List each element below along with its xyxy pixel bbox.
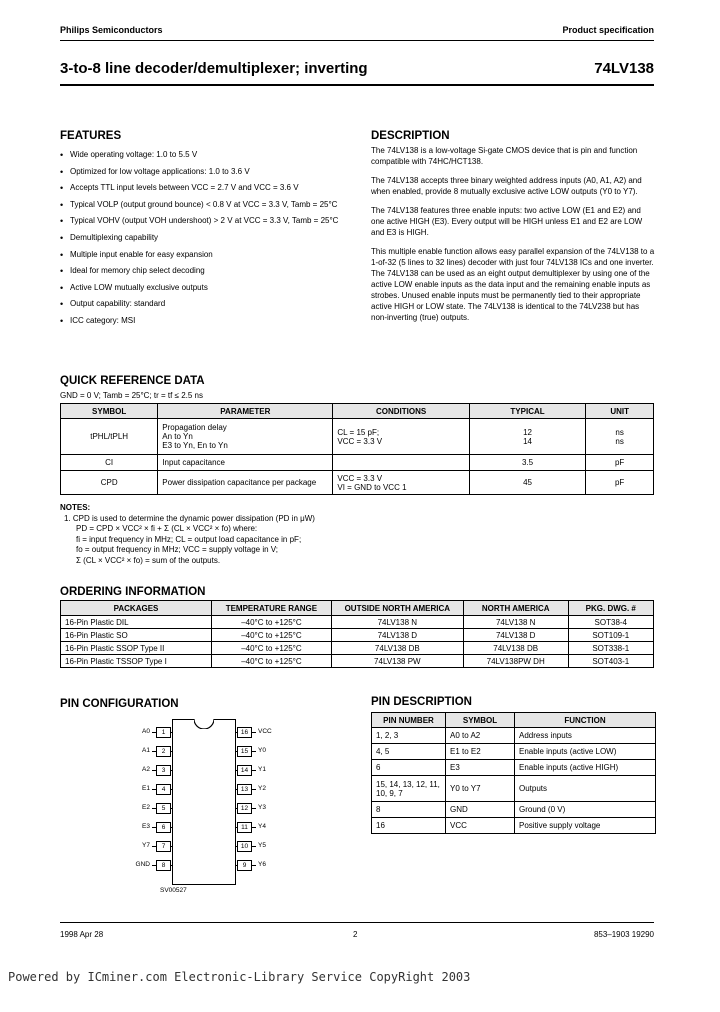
column-header: UNIT <box>586 404 654 419</box>
table-cell: SOT338-1 <box>568 642 653 655</box>
table-cell-line: ns <box>615 427 624 437</box>
pin-label: VCC <box>258 728 272 735</box>
column-header: TYPICAL <box>469 404 586 419</box>
note-line: fi = input frequency in MHz; CL = output load capacitance in pF; <box>76 534 302 544</box>
table-cell: 3.5 <box>469 455 586 471</box>
list-item: • Optimized for low voltage applications: 1.0 to 3.6 V <box>60 167 340 177</box>
table-cell: 74LV138PW DH <box>463 655 568 668</box>
table-cell: 1, 2, 3 <box>372 728 446 744</box>
table-row <box>372 802 656 818</box>
table-cell: tPHL/tPLH <box>61 419 158 455</box>
company-name: Philips Semiconductors <box>60 25 163 35</box>
ordering-heading: ORDERING INFORMATION <box>60 586 206 598</box>
page-title: 3-to-8 line decoder/demultiplexer; inverting <box>60 60 368 77</box>
table-cell: GND <box>446 802 515 818</box>
table-cell: 8 <box>372 802 446 818</box>
table-cell-line: E3 to Yn, En to Yn <box>162 441 228 450</box>
table-cell-line: An to Yn <box>162 432 193 441</box>
table-cell: 16-Pin Plastic SSOP Type II <box>61 642 212 655</box>
note-line: fo = output frequency in MHz; VCC = supply voltage in V; <box>76 545 279 554</box>
table-cell <box>586 419 654 455</box>
list-item: • Typical VOLP (output ground bounce) < 0.8 V at VCC = 3.3 V, Tamb = 25°C <box>60 200 340 210</box>
pin-number: 12 <box>237 803 252 814</box>
table-cell: VCC <box>446 818 515 834</box>
list-item: • Accepts TTL input levels between VCC = 2.7 V and VCC = 3.6 V <box>60 183 340 193</box>
table-cell: CI <box>61 455 158 471</box>
list-item: • Wide operating voltage: 1.0 to 5.5 V <box>60 150 340 160</box>
table-cell: A0 to A2 <box>446 728 515 744</box>
pin-number: 1 <box>156 727 171 738</box>
pin-number: 16 <box>237 727 252 738</box>
table-row <box>372 728 656 744</box>
pin-number: 11 <box>237 822 252 833</box>
footer-page: 2 <box>353 930 358 939</box>
pin-label: E2 <box>142 804 150 811</box>
table-cell-line: VCC = 3.3 V <box>337 436 383 446</box>
table-cell <box>333 419 469 455</box>
description-paragraph: The 74LV138 features three enable inputs: two active LOW (E1 and E2) and one active HIGH (E3). Every output will be HIGH unless E1 and E2 are LOW and E3 is HIGH. <box>371 206 643 237</box>
pin-config-diagram <box>60 715 355 895</box>
features-heading: FEATURES <box>60 130 122 142</box>
quick-ref-notes <box>60 503 315 566</box>
table-cell: 74LV138 D <box>331 629 463 642</box>
table-cell: E3 <box>446 760 515 776</box>
quick-ref-table <box>60 403 654 495</box>
table-cell-line: CL = 15 pF; <box>337 427 380 437</box>
table-cell <box>333 471 469 495</box>
table-cell: Outputs <box>515 776 656 802</box>
column-header: SYMBOL <box>61 404 158 419</box>
table-row <box>372 744 656 760</box>
doc-type: Product specification <box>562 25 654 35</box>
list-item: • Demultiplexing capability <box>60 233 340 243</box>
pin-label: Y6 <box>258 861 266 868</box>
pin-label: A0 <box>142 728 150 735</box>
ic-body <box>172 719 236 885</box>
header-rule <box>60 40 654 41</box>
footer-date: 1998 Apr 28 <box>60 930 104 939</box>
pin-label: A2 <box>142 766 150 773</box>
table-cell: CPD <box>61 471 158 495</box>
table-cell-line: 12 <box>523 427 532 437</box>
table-cell: Ground (0 V) <box>515 802 656 818</box>
column-header: PARAMETER <box>158 404 333 419</box>
pin-number: 2 <box>156 746 171 757</box>
table-cell: Enable inputs (active LOW) <box>515 744 656 760</box>
column-header: SYMBOL <box>446 713 515 728</box>
pin-label: Y4 <box>258 823 266 830</box>
description-paragraph: The 74LV138 accepts three binary weighted address inputs (A0, A1, A2) and when enabled, provide 8 mutually exclusive active LOW outputs (Y0 to Y7). <box>371 176 642 196</box>
column-header: PKG. DWG. # <box>568 601 653 616</box>
pin-config-heading: PIN CONFIGURATION <box>60 698 179 710</box>
table-cell: –40°C to +125°C <box>212 616 332 629</box>
table-cell: 16-Pin Plastic TSSOP Type I <box>61 655 212 668</box>
table-row <box>61 616 654 629</box>
description-paragraph: This multiple enable function allows easy parallel expansion of the 74LV138 to a 1-of-32 (5 lines to 32 lines) decoder with just four 74LV138 ICs and one inverter. The 74LV138 can be used as an eight output demultiplexer by using one of the active LOW enable inputs as the data input and the remaining enable inputs as strobes. Unused enable inputs must be permanently tied to their appropriate active HIGH or LOW state. The 74LV138 is identical to the 74LV238 but has non-inverting (true) outputs. <box>371 247 655 322</box>
table-cell: SOT403-1 <box>568 655 653 668</box>
pin-desc-table <box>371 712 656 834</box>
table-cell: 74LV138 PW <box>331 655 463 668</box>
column-header: FUNCTION <box>515 713 656 728</box>
pin-label: Y0 <box>258 747 266 754</box>
table-cell <box>333 455 469 471</box>
title-rule <box>60 84 654 86</box>
table-cell: 4, 5 <box>372 744 446 760</box>
table-row <box>61 419 654 455</box>
pin-number: 3 <box>156 765 171 776</box>
pin-label: Y7 <box>142 842 150 849</box>
table-cell: 16-Pin Plastic SO <box>61 629 212 642</box>
notes-heading: NOTES: <box>60 503 91 512</box>
column-header: PIN NUMBER <box>372 713 446 728</box>
list-item: • Output capability: standard <box>60 299 340 309</box>
description-heading: DESCRIPTION <box>371 130 450 142</box>
table-cell: Positive supply voltage <box>515 818 656 834</box>
table-cell-line: VCC = 3.3 V <box>337 473 383 483</box>
pin-number: 9 <box>237 860 252 871</box>
quick-ref-heading: QUICK REFERENCE DATA <box>60 375 205 387</box>
table-cell: Y0 to Y7 <box>446 776 515 802</box>
list-item: • Ideal for memory chip select decoding <box>60 266 340 276</box>
list-item: • Typical VOHV (output VOH undershoot) > 2 V at VCC = 3.3 V, Tamb = 25°C <box>60 216 340 226</box>
column-header: NORTH AMERICA <box>463 601 568 616</box>
table-cell: 6 <box>372 760 446 776</box>
column-header: CONDITIONS <box>333 404 469 419</box>
table-cell: 74LV138 D <box>463 629 568 642</box>
table-cell: 74LV138 DB <box>463 642 568 655</box>
table-cell: 45 <box>469 471 586 495</box>
pin-desc-heading: PIN DESCRIPTION <box>371 696 472 708</box>
list-item: • ICC category: MSI <box>60 316 340 326</box>
table-row <box>372 818 656 834</box>
table-cell: –40°C to +125°C <box>212 642 332 655</box>
table-cell-line: Propagation delay <box>162 423 227 432</box>
table-cell: 16 <box>372 818 446 834</box>
part-number: 74LV138 <box>594 60 654 77</box>
list-item: • Multiple input enable for easy expansion <box>60 250 340 260</box>
table-cell: Power dissipation capacitance per package <box>158 471 333 495</box>
table-cell-line: 14 <box>523 436 532 446</box>
column-header: PACKAGES <box>61 601 212 616</box>
footer-code: 853–1903 19290 <box>593 930 654 939</box>
table-cell: E1 to E2 <box>446 744 515 760</box>
table-row <box>61 655 654 668</box>
description-body <box>371 145 656 331</box>
table-cell <box>158 419 333 455</box>
pin-label: E3 <box>142 823 150 830</box>
pin-number: 10 <box>237 841 252 852</box>
pin-label: Y5 <box>258 842 266 849</box>
table-cell: SOT109-1 <box>568 629 653 642</box>
table-cell-line: ns <box>615 436 624 446</box>
pin-label: A1 <box>142 747 150 754</box>
pin-number: 4 <box>156 784 171 795</box>
pin-label: Y2 <box>258 785 266 792</box>
column-header: TEMPERATURE RANGE <box>212 601 332 616</box>
table-cell: 74LV138 N <box>463 616 568 629</box>
table-cell: Enable inputs (active HIGH) <box>515 760 656 776</box>
pin-number: 14 <box>237 765 252 776</box>
pin-label: E1 <box>142 785 150 792</box>
table-cell: Address inputs <box>515 728 656 744</box>
table-cell: –40°C to +125°C <box>212 655 332 668</box>
note-line: PD = CPD × VCC² × fi + Σ (CL × VCC² × fo) where: <box>76 524 258 533</box>
pin-number: 5 <box>156 803 171 814</box>
note-line: Σ (CL × VCC² × fo) = sum of the outputs. <box>76 555 221 565</box>
table-cell: SOT38-4 <box>568 616 653 629</box>
table-row <box>372 760 656 776</box>
table-cell: 15, 14, 13, 12, 11, 10, 9, 7 <box>372 776 446 802</box>
pin-number: 15 <box>237 746 252 757</box>
pin-number: 8 <box>156 860 171 871</box>
table-cell: 74LV138 N <box>331 616 463 629</box>
pin-label: Y3 <box>258 804 266 811</box>
pin-number: 6 <box>156 822 171 833</box>
table-cell: pF <box>586 471 654 495</box>
column-header: OUTSIDE NORTH AMERICA <box>331 601 463 616</box>
table-row <box>372 776 656 802</box>
ordering-table <box>60 600 654 668</box>
quick-ref-conditions: GND = 0 V; Tamb = 25°C; tr = tf ≤ 2.5 ns <box>60 391 203 400</box>
ic-notch <box>194 719 214 729</box>
note-line: 1. CPD is used to determine the dynamic power dissipation (PD in μW) <box>64 513 315 523</box>
list-item: • Active LOW mutually exclusive outputs <box>60 283 340 293</box>
table-cell-line: VI = GND to VCC 1 <box>337 482 407 492</box>
table-row <box>61 629 654 642</box>
pin-number: 13 <box>237 784 252 795</box>
table-cell: 74LV138 DB <box>331 642 463 655</box>
pin-label: Y1 <box>258 766 266 773</box>
watermark: Powered by ICminer.com Electronic-Library Service CopyRight 2003 <box>8 970 471 984</box>
description-paragraph: The 74LV138 is a low-voltage Si-gate CMOS device that is pin and function compatible with 74HC/HCT138. <box>371 146 638 166</box>
pin-number: 7 <box>156 841 171 852</box>
table-row <box>61 455 654 471</box>
diagram-code: SV00527 <box>160 887 187 894</box>
table-cell: pF <box>586 455 654 471</box>
table-row <box>61 471 654 495</box>
table-cell: –40°C to +125°C <box>212 629 332 642</box>
table-cell <box>469 419 586 455</box>
table-row <box>61 642 654 655</box>
pin-label: GND <box>135 861 150 868</box>
footer-rule <box>60 922 654 923</box>
table-cell: 16-Pin Plastic DIL <box>61 616 212 629</box>
features-list <box>60 150 340 333</box>
table-cell: Input capacitance <box>158 455 333 471</box>
